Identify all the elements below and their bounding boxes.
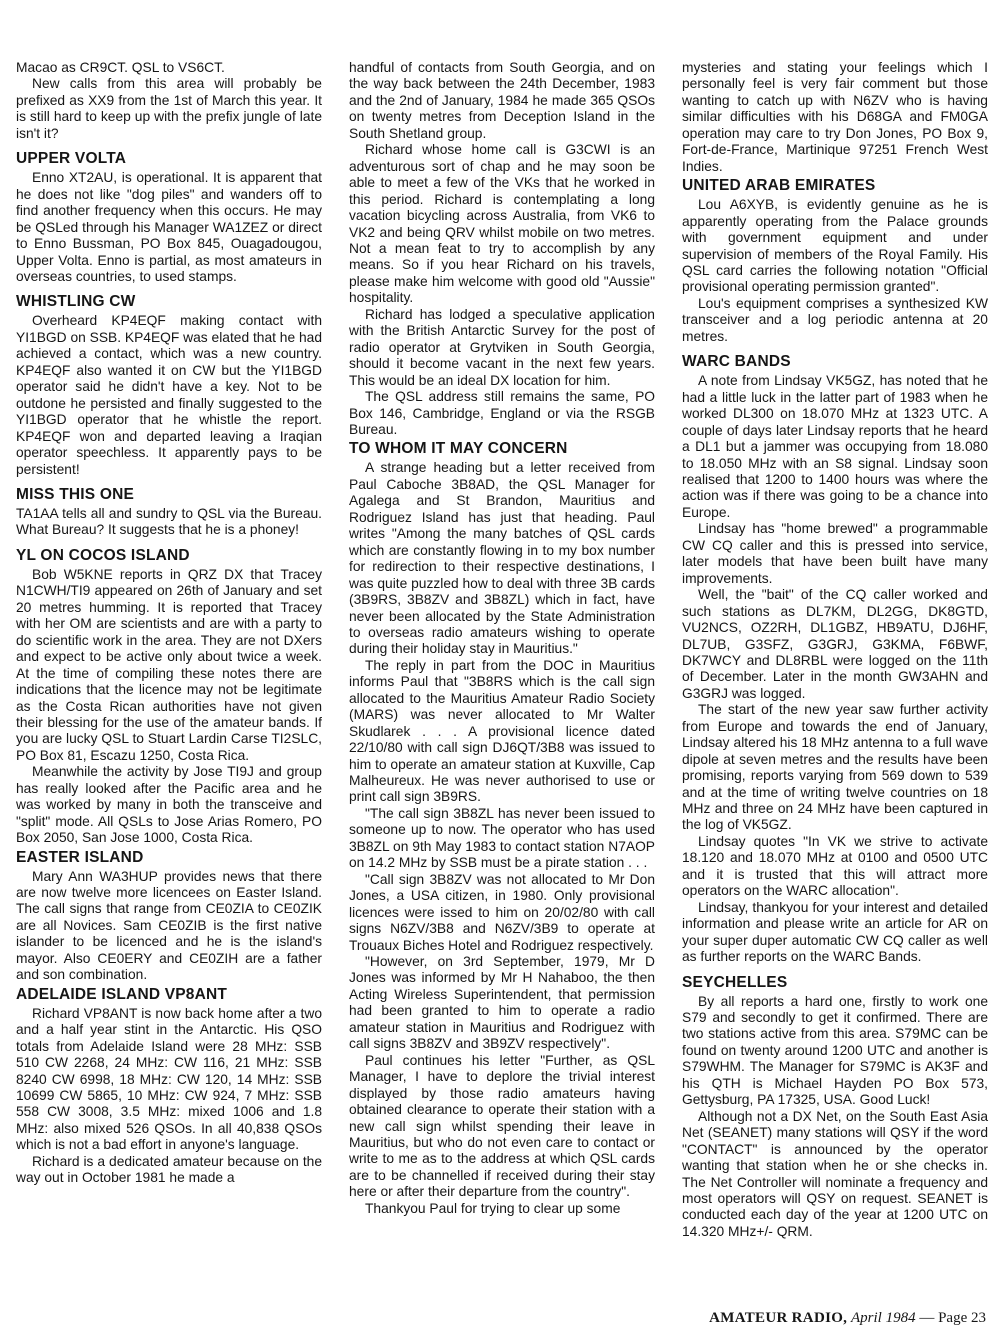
column-2 [349,60,655,1217]
section-heading: UNITED ARAB EMIRATES [682,177,876,195]
body-paragraph: Richard has lodged a speculative application with the British Antarctic Survey for the post of radio operator at Grytviken in South Georgia, should it become vacant in the next few years. This would be an ideal DX location for him. [349,306,655,388]
column-3 [682,60,988,1240]
publication-name: AMATEUR RADIO, [709,1310,848,1326]
body-paragraph: A note from Lindsay VK5GZ, has noted that he had a little luck in the latter part of 1983 when he worked DL300 on 18.070 MHz at 1323 UTC. A couple of days later Lindsay reports that he heard a DL1 but a jammer was occupying from 18.080 to 18.050 MHz with an S8 signal. Lindsay soon realised that 1200 to 1400 hours was where the action was if there was going to be a chance into Europe. [682,373,988,520]
section-heading: ADELAIDE ISLAND VP8ANT [16,985,228,1003]
body-paragraph: Enno XT2AU, is operational. It is apparent that he does not like "dog piles" and wanders off to find another frequency when this occurs. He may be QSLed through his Manager WA1ZEZ or direct to Enno Bussman, PO Box 845, Ouagadougou, Upper Volta. Enno is partial, as most amateurs in overseas countries, to used stamps. [16,170,322,284]
body-paragraph: Lindsay, thankyou for your interest and detailed information and please write an article for AR on your super duper automatic CW CQ caller as well as further reports on the WARC Bands. [682,899,988,965]
body-paragraph: Meanwhile the activity by Jose TI9J and group has really looked after the Pacific area and he was worked by many in both the transceive and "split" mode. All QSLs to Jose Arias Romero, PO Box 2050, San Jose 1000, Costa Rica. [16,764,322,846]
body-paragraph: "Call sign 3B8ZV was not allocated to Mr Don Jones, a USA citizen, in 1980. Only provisional licences were issed to him on 20/02/80 with call signs N6ZV/3B8 and N6ZV/3B9 to operate at Trouaux Biches Hotel and Rodriguez respectively. [349,871,655,953]
body-paragraph: A strange heading but a letter received from Paul Caboche 3B8AD, the QSL Manager for Agalega and St Brandon, Mauritius and Rodriguez Island has just that heading. Paul writes "Among the many batches of QSL cards which are constantly flowing in to my box number for redirection to their respective destinations, I was quite puzzled how to deal with three 3B cards (3B9RS, 3B8ZV and 3B8ZL) which in fact, have never been allocated by the State Administration to overseas radio amateurs wishing to operate during their holiday stay in Mauritius." [349,460,656,657]
column-1 [16,60,322,1187]
body-paragraph: Lou's equipment comprises a synthesized KW transceiver and a log periodic antenna at 20 metres. [682,295,988,344]
page-footer [709,1310,986,1327]
body-paragraph: Macao as CR9CT. QSL to VS6CT. [16,60,225,75]
body-paragraph: Well, the "bait" of the CQ caller worked and such stations as DL7KM, DL2GG, DK8GTD, VU2NCS, OZ2RH, DL1GBZ, HB9ATU, DJ6HF, DL7UB, G3SFZ, G3GRJ, G3KMA, F6BWF, DK7WCY and DL8RBL were logged on the 11th of December. Later in the month GW3AHN and G3GRJ was logged. [682,587,988,701]
body-paragraph: Thankyou Paul for trying to clear up some [365,1200,621,1216]
page-number: Page 23 [938,1310,986,1326]
body-paragraph: The reply in part from the DOC in Mauritius informs Paul that "3B8RS which is the call sign allocated to the Mauritius Amateur Radio Society (MARS) was never allocated to Mr Walter Skudlarek . . . A provisional licence dated 22/10/80 with call sign DJ6QT/3B8 was issued to him to operate an amateur station at Kuxville, Cap Malheureux. He was never authorised to use or print call sign 3B9RS. [349,657,655,805]
body-paragraph: The start of the new year saw further activity from Europe and towards the end of January, Lindsay altered his 18 MHz antenna to a full wave dipole at seven metres and the results have been promising, reports varying from 569 down to 539 and at the time of writing twelve countries on 18 MHz and three on 24 MHz have been captured in the log of VK5GZ. [682,702,988,833]
body-paragraph: New calls from this area will probably be prefixed as XX9 from the 1st of March this year. It is still hard to keep up with the prefix jungle of late isn't it? [16,76,322,141]
body-paragraph: Mary Ann WA3HUP provides news that there are now twelve more licencees on Easter Island. The call signs that range from CE0ZIA to CE0ZIK are all Novices. Sam CE0ZIB is the first native islander to be licenced and he is the island's mayor. Also CE0ERY and CE0ZIH are a father and son combination. [16,868,322,983]
section-heading: EASTER ISLAND [16,848,144,866]
body-paragraph: handful of contacts from South Georgia, and on the way back between the 24th December, 1983 and the 2nd of January, 1984 he made 365 QSOs on twenty metres from Deception Island in the South Shetland group. [349,60,655,141]
body-paragraph: "The call sign 3B8ZL has never been issued to someone up to now. The operator who has used 3B8ZL on 9th May 1983 to contact station N7AOP on 14.2 MHz by SSB must be a pirate station . . . [349,805,655,871]
section-heading: WARC BANDS [682,353,791,371]
body-paragraph: Bob W5KNE reports in QRZ DX that Tracey N1CWH/TI9 appeared on 26th of January and set 20 metres humming. It is reported that Tracey with her OM are scientists and are with a party to do scientific work in the area. They are not DXers and expect to be active only about twice a week. At the time of compiling these notes there are indications that the licence may not be legitimate as the Costa Rican authorities have not given their blessing for the use of the amateur bands. If you are lucky QSL to Stuart Lardin Carse TI2SLC, PO Box 81, Escazu 1250, Costa Rica. [16,566,322,763]
body-paragraph: The QSL address still remains the same, PO Box 146, Cambridge, England or via the RSGB Bureau. [349,389,655,437]
section-heading: UPPER VOLTA [16,150,127,168]
section-heading: YL ON COCOS ISLAND [16,546,190,564]
section-heading: WHISTLING CW [16,293,136,311]
body-paragraph: Richard VP8ANT is now back home after a two and a half year stint in the Antarctic. His QSO totals from Adelaide Island were 28 MHz: SSB 510 CW 2268, 24 MHz: CW 116, 21 MHz: SSB 8240 CW 6998, 18 MHz: CW 120, 14 MHz: SSB 10699 CW 5865, 10 MHz: CW 924, 7 MHz: SSB 558 CW 3008, 3.5 MHz: mixed 1006 and 1.8 MHz: also mixed 526 QSOs. In all 40,838 QSOs which is not a bad effort in anyone's language. [16,1005,322,1153]
body-paragraph: Lou A6XYB, is evidently genuine as he is apparently operating from the Palace grounds with government equipment and under supervision of members of the Royal Family. His QSL card carries the following notation "Official provisional operating permission granted". [682,197,988,295]
body-paragraph: TA1AA tells all and sundry to QSL via the Bureau. What Bureau? It suggests that he is a phoney! [16,505,322,538]
section-heading: MISS THIS ONE [16,485,135,503]
body-paragraph: Richard whose home call is G3CWI is an adventurous sort of chap and he may soon be able to meet a few of the VKs that he worked in this period. Richard is contemplating a long vacation bicycling across Australia, from VK6 to VK2 and being QRV whilst mobile on two metres. Not a mean feat to try to accomplish by any means. So if you hear Richard on his travels, please make him welcome with good old "Aussie" hospitality. [349,142,655,306]
body-paragraph: Lindsay has "home brewed" a programmable CW CQ caller and this is pressed into service, later models that have been built have many improvements. [682,521,988,586]
section-heading: TO WHOM IT MAY CONCERN [349,440,568,458]
body-paragraph: mysteries and stating your feelings which I personally feel is very fair comment but those wanting to catch up with N6ZV who is having similar difficulties with his D68GA and FM0GA operation may care to try Don Jones, PO Box 9, Fort-de-France, Martinique 97251 French West Indies. [682,60,988,174]
body-paragraph: By all reports a hard one, firstly to work one S79 and secondly to get it confirmed. There are two stations active from this area. S79MC can be found on twenty around 1200 UTC and another is S79WHM. The Manager for S79MC is AK3F and his QTH is Michael Hayden PO Box 573, Gettysburg, PA 17325, USA. Good Luck! [682,993,988,1108]
body-paragraph: Paul continues his letter "Further, as QSL Manager, I have to deplore the trivial interest displayed by those radio amateurs having obtained clearance to operate their station with a new call sign whilst spending their leave in Mauritius, but who do not even care to contact or write to me as to the address at which QSL cards are to be channelled if received during their stay here or after their departure from the country". [349,1052,655,1200]
body-paragraph: Although not a DX Net, on the South East Asia Net (SEANET) many stations will QSY if the word "CONTACT" is announced by the operator wanting that station when he or she checks in. The Net Controller will nominate a frequency and most operators will QSY on request. SEANET is conducted each day of the year at 1200 UTC on 14.320 MHz+/- QRM. [682,1108,988,1239]
footer-separator: — [919,1310,935,1326]
body-paragraph: Overheard KP4EQF making contact with YI1BGD on SSB. KP4EQF was elated that he had achieved a contact, which was a new country. KP4EQF also wanted it on CW but the YI1BGD operator said he didn't have a key. Not to be outdone he persisted and finally suggested to the YI1BGD operator that he whistle the report. KP4EQF won and departed leaving a Iraqian operator speechless. It apparently pays to be persistent! [16,313,323,477]
issue-date: April 1984 [850,1310,916,1326]
body-paragraph: Lindsay quotes "In VK we strive to activate 18.120 and 18.070 MHz at 0100 and 0500 UTC and it is trusted that this will attract more operators on the WARC allocation". [682,833,988,899]
body-paragraph: "However, on 3rd September, 1979, Mr D Jones was informed by Mr H Nahaboo, the then Acting Wireless Superintendent, that permission had been granted to him to operate a radio amateur station in Mauritius and Rodriguez with call signs 3B8ZV and 3B9ZV respectively". [349,954,655,1052]
body-paragraph: Richard is a dedicated amateur because on the way out in October 1981 he made a [16,1153,322,1186]
section-heading: SEYCHELLES [682,973,788,991]
